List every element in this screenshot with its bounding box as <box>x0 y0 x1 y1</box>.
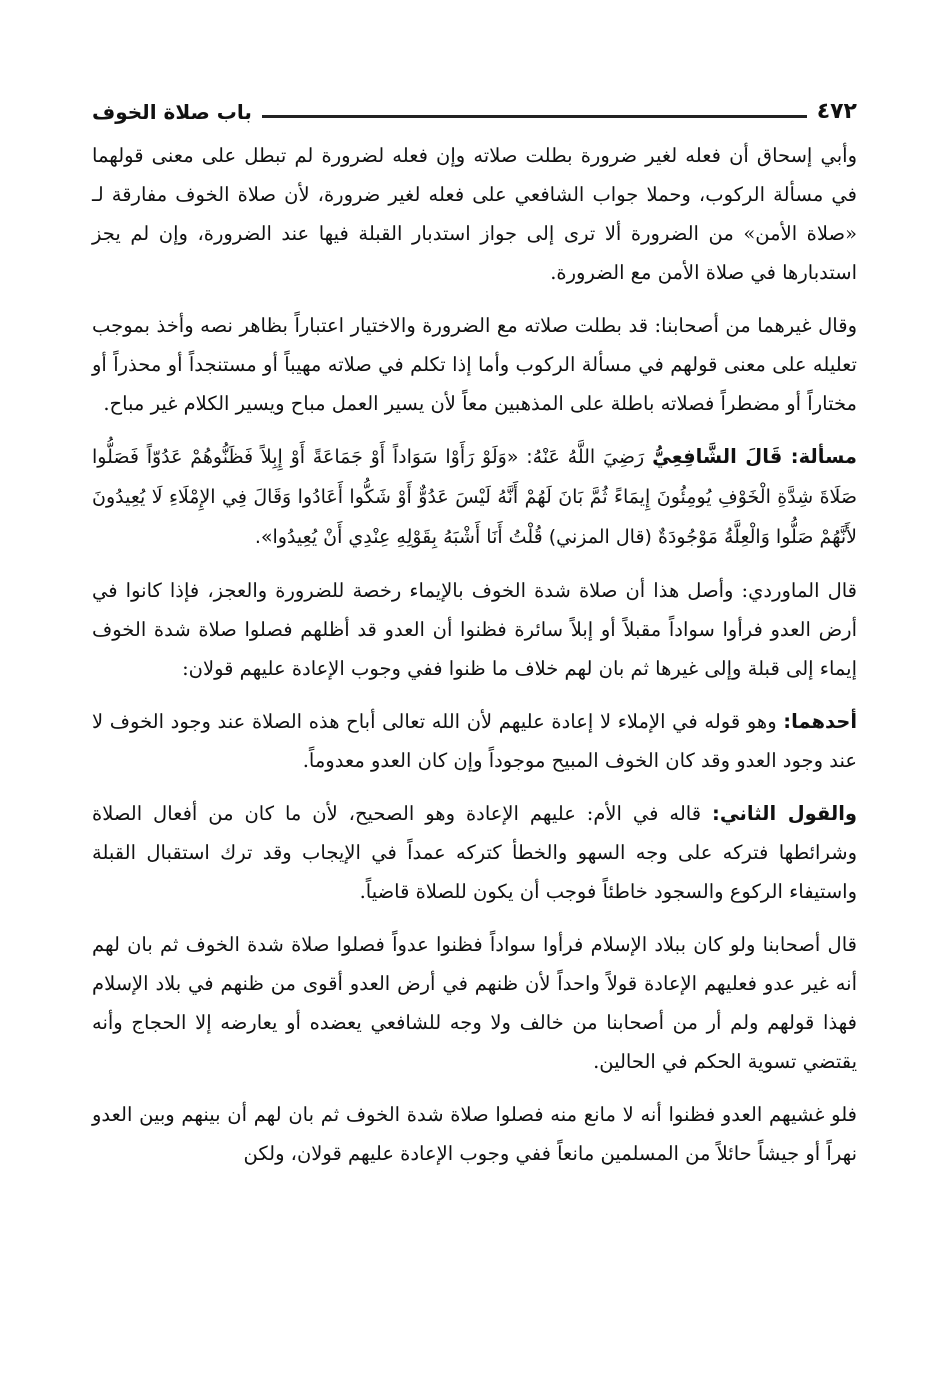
paragraph-6 <box>92 794 857 911</box>
paragraph-1 <box>92 136 857 292</box>
paragraph-text: قال أصحابنا ولو كان ببلاد الإسلام فرأوا سواداً فظنوا عدواً فصلوا صلاة شدة الخوف ثم بان لهم أنه غير عدو فعليهم الإعادة قولاً واحداً لأن ظنهم في أرض العدو أقوى من ظنهم في بلاد الإسلام فهذا قولهم ولم أر من أصحابنا من خالف ولا وجه للشافعي يعضده أو يعارضه إلا الحجاج وأنه يقتضي تسوية الحكم في الحالين. <box>92 933 857 1073</box>
paragraph-text: وأبي إسحاق أن فعله لغير ضرورة بطلت صلاته وإن فعله لضرورة لم تبطل على معنى قولهما في مسألة الركوب، وحملا جواب الشافعي على فعله لغير ضرورة، لأن صلاة الخوف مفارقة لـ «صلاة الأمن» من الضرورة ألا ترى إلى جواز استدبار القبلة فيها عند الضرورة، وإن لم يجز استدبارها في صلاة الأمن مع الضرورة. <box>92 144 857 284</box>
paragraph-text: قال الماوردي: وأصل هذا أن صلاة شدة الخوف بالإيماء رخصة للضرورة والعجز، فإذا كانوا في أرض العدو فرأوا سواداً مقبلاً أو إبلاً سائرة فظنوا أن العدو قد أظلهم فصلوا صلاة شدة الخوف إيماء إلى قبلة وإلى غيرها ثم بان لهم خلاف ما ظنوا ففي وجوب الإعادة عليهم قولان: <box>92 579 857 680</box>
paragraph-text: رَضِيَ اللَّهُ عَنْهُ: «وَلَوْ رَأَوْا سَوَاداً أَوْ جَمَاعَةً أَوْ إِبِلاً فَظَنُّوهُمْ عَدُوّاً فَصَلُّوا صَلَاةَ شِدَّةِ الْخَوْفِ يُومِئُونَ إِيمَاءً ثُمَّ بَانَ لَهُمْ أَنَّهُ لَيْسَ عَدُوٌّ أَوْ شَكُّوا أَعَادُوا وَقَالَ فِي الإِمْلَاءِ لَا يُعِيدُونَ لأَنَّهُمْ صَلُّوا وَالْعِلَّةُ مَوْجُودَةٌ (قال المزني) قُلْتُ أَنَا أَشْبَهُ بِقَوْلِهِ عِنْدِي أَنْ يُعِيدُوا». <box>92 446 857 548</box>
paragraph-text: قاله في الأم: عليهم الإعادة وهو الصحيح، لأن ما كان من أفعال الصلاة وشرائطها فتركه على وجه السهو والخطأ كتركه عمداً في الإيجاب وقد ترك استقبال القبلة واستيفاء الركوع والسجود خاطئاً فوجب أن يكون للصلاة قاضياً. <box>92 802 857 903</box>
paragraph-text: وهو قوله في الإملاء لا إعادة عليهم لأن الله تعالى أباح هذه الصلاة عند وجود الخوف لا عند وجود العدو وقد كان الخوف المبيح موجوداً وإن كان العدو معدوماً. <box>92 710 857 772</box>
paragraph-lead: أحدهما: <box>783 710 857 733</box>
paragraph-3-masala <box>92 437 857 557</box>
paragraph-lead: والقول الثاني: <box>712 802 858 825</box>
paragraph-5 <box>92 702 857 780</box>
paragraph-4 <box>92 571 857 688</box>
page-number: ٤٧٢ <box>816 99 857 124</box>
page-body <box>92 136 857 1173</box>
running-title: باب صلاة الخوف <box>92 100 252 124</box>
paragraph-8 <box>92 1095 857 1173</box>
paragraph-text: فلو غشيهم العدو فظنوا أنه لا مانع منه فصلوا صلاة شدة الخوف ثم بان لهم أن بينهم وبين العدو نهراً أو جيشاً حائلاً من المسلمين مانعاً ففي وجوب الإعادة عليهم قولان، ولكن <box>92 1103 857 1165</box>
page-header <box>92 86 857 126</box>
paragraph-7 <box>92 925 857 1081</box>
header-rule <box>262 115 807 118</box>
paragraph-text: وقال غيرهما من أصحابنا: قد بطلت صلاته مع الضرورة والاختيار اعتباراً بظاهر نصه وأخذ بموجب تعليله على معنى قولهم في مسألة الركوب وأما إذا تكلم في صلاته مهيباً أو مستنجداً أو محذراً أو مختاراً أو مضطراً فصلاته باطلة على المذهبين معاً لأن يسير العمل مباح ويسير الكلام غير مباح. <box>92 314 857 415</box>
paragraph-2 <box>92 306 857 423</box>
paragraph-lead: مسألة: قَالَ الشَّافِعِيُّ <box>652 445 857 468</box>
